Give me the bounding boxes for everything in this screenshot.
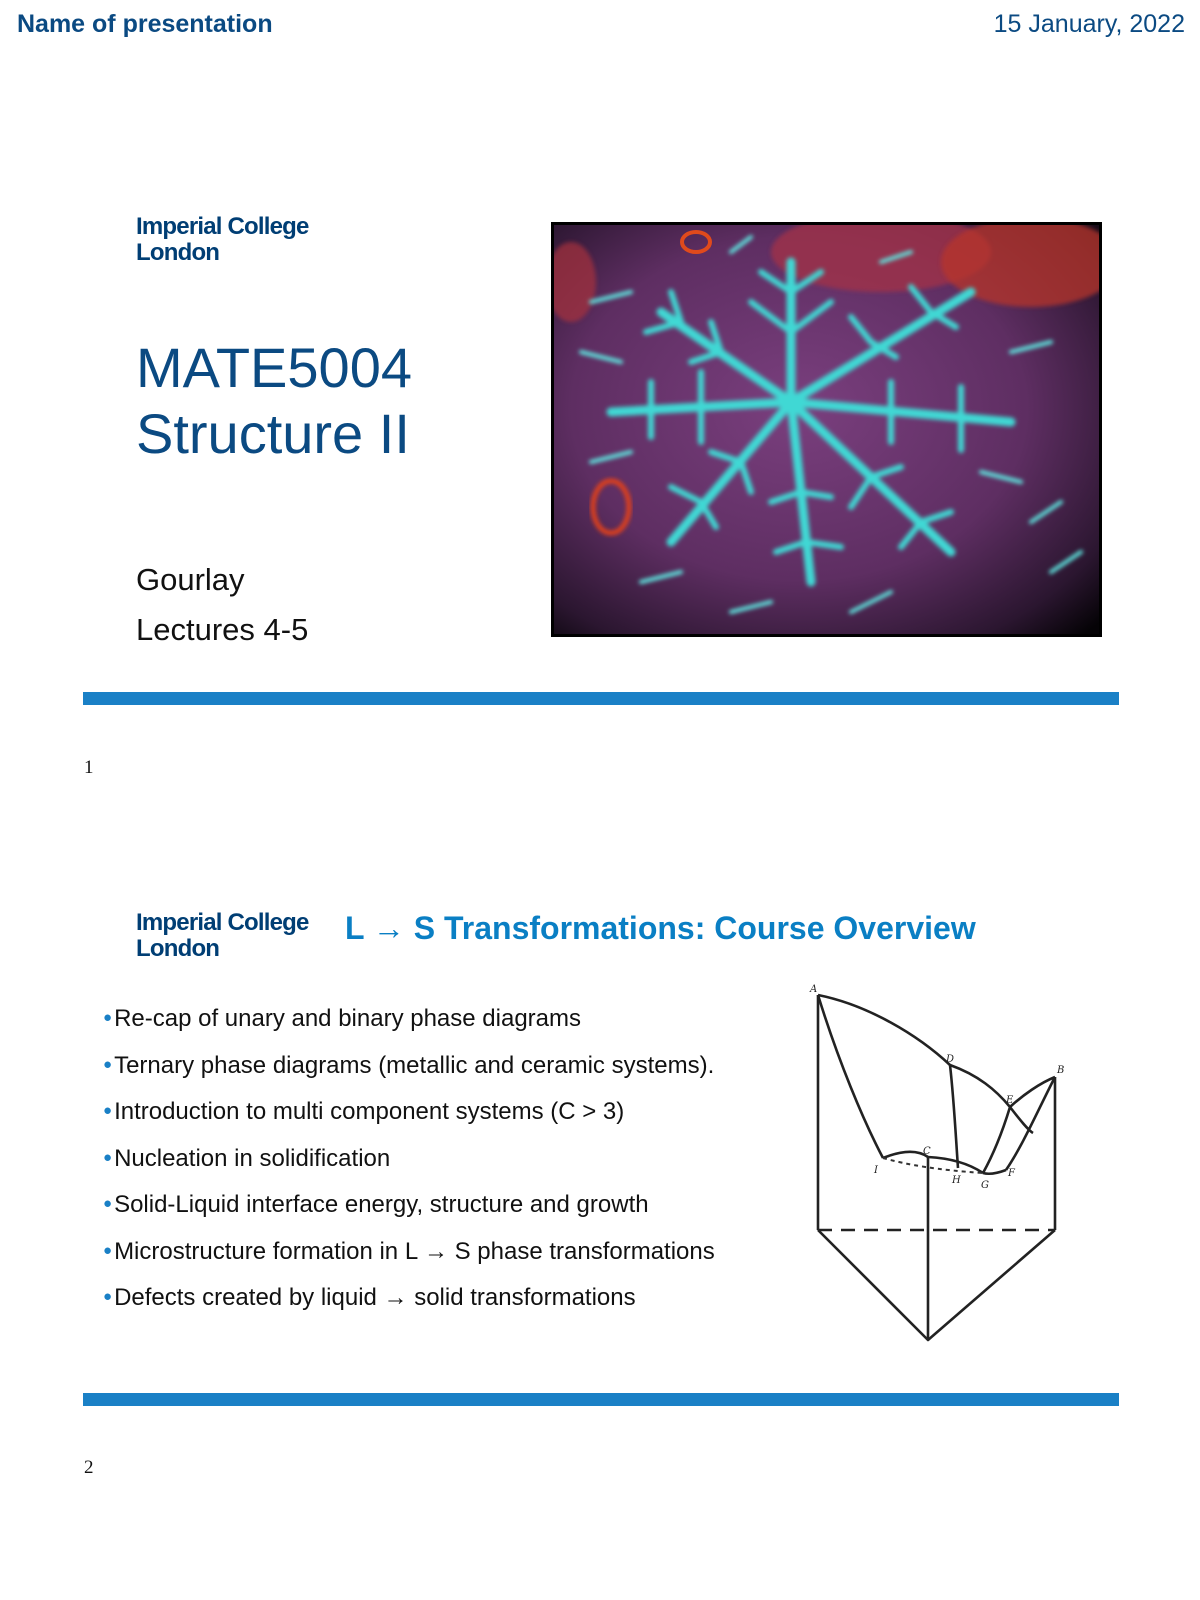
point-label-g: G bbox=[981, 1180, 989, 1191]
dendrite-micrograph-image bbox=[551, 222, 1102, 637]
slide-2-bottom-rule bbox=[83, 1393, 1119, 1406]
point-label-i: I bbox=[874, 1165, 878, 1176]
bullet-icon: ● bbox=[103, 1288, 113, 1305]
logo-line-2: London bbox=[136, 935, 220, 962]
imperial-college-logo bbox=[136, 910, 309, 962]
logo-line-1: Imperial College bbox=[136, 909, 309, 936]
point-label-c: C bbox=[923, 1146, 931, 1157]
list-item: ●Ternary phase diagrams (metallic and ceramic systems). bbox=[103, 1051, 715, 1079]
list-item: ●Nucleation in solidification bbox=[103, 1144, 391, 1172]
logo-line-1: Imperial College bbox=[136, 213, 309, 240]
slide-1-title bbox=[136, 335, 412, 467]
list-item: ●Re-cap of unary and binary phase diagrams bbox=[103, 1005, 581, 1032]
list-item: ●Defects created by liquid → solid transformations bbox=[103, 1284, 636, 1311]
presentation-name: Name of presentation bbox=[17, 10, 273, 38]
list-item: ●Introduction to multi component systems (C > 3) bbox=[103, 1098, 625, 1125]
list-item: ●Solid-Liquid interface energy, structure and growth bbox=[103, 1191, 649, 1218]
author-name: Gourlay bbox=[136, 562, 245, 597]
slide-2-page-number: 2 bbox=[84, 1457, 94, 1478]
point-label-d: D bbox=[946, 1054, 955, 1065]
slide-1-bottom-rule bbox=[83, 692, 1119, 705]
lecture-range: Lectures 4-5 bbox=[136, 612, 309, 647]
bullet-icon: ● bbox=[103, 1009, 113, 1026]
slide-2-title: L → S Transformations: Course Overview bbox=[345, 910, 976, 946]
point-label-e: E bbox=[1006, 1095, 1014, 1106]
point-label-h: H bbox=[952, 1175, 961, 1186]
bullet-icon: ● bbox=[103, 1148, 113, 1166]
overview-bullet-list bbox=[103, 1005, 715, 1331]
bullet-icon: ● bbox=[103, 1241, 113, 1259]
bullet-icon: ● bbox=[103, 1195, 113, 1212]
slide-1-author-block bbox=[136, 555, 308, 655]
ternary-phase-diagram bbox=[808, 980, 1070, 1345]
list-item: ●Microstructure formation in L → S phase transformations bbox=[103, 1237, 715, 1265]
imperial-college-logo bbox=[136, 214, 309, 266]
course-code: MATE5004 bbox=[136, 336, 412, 399]
bullet-icon: ● bbox=[103, 1055, 113, 1073]
point-label-f: F bbox=[1008, 1168, 1015, 1179]
vertex-label-a: A bbox=[810, 984, 818, 995]
bullet-icon: ● bbox=[103, 1102, 113, 1119]
course-name: Structure II bbox=[136, 402, 410, 465]
presentation-date: 15 January, 2022 bbox=[993, 10, 1185, 38]
logo-line-2: London bbox=[136, 239, 220, 266]
vertex-label-b: B bbox=[1057, 1065, 1065, 1076]
slide-1-page-number: 1 bbox=[84, 757, 94, 778]
